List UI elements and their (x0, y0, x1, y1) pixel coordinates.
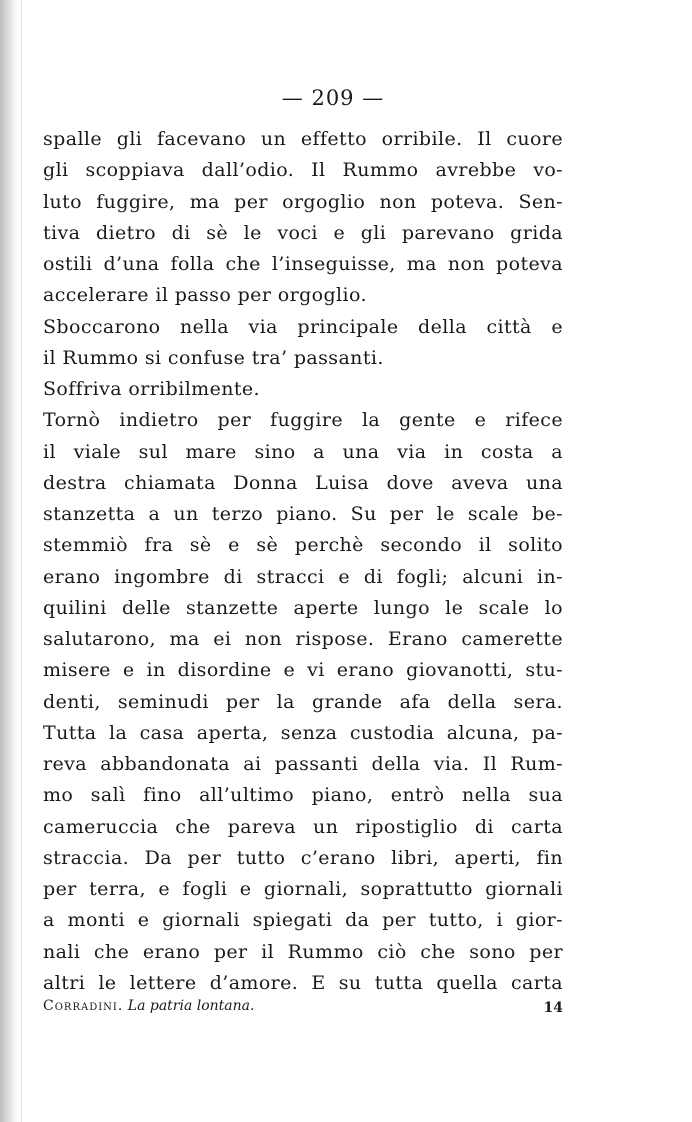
body-text (43, 124, 563, 999)
text-line: denti, seminudi per la grande afa della sera. (43, 690, 563, 713)
book-page (43, 0, 563, 1122)
text-line: Soffriva orribilmente. (43, 378, 260, 400)
text-line: ostili d’una folla che l’inseguisse, ma non poteva (43, 253, 563, 275)
text-line: a monti e giornali spiegati da per tutto, i gior- (43, 909, 563, 932)
text-line: stemmiò fra sè e sè perchè secondo il solito (43, 534, 563, 557)
text-line: tiva dietro di sè le voci e gli parevano grida (43, 221, 563, 244)
text-line: accelerare il passo per orgoglio. (43, 284, 367, 307)
running-footer (43, 998, 254, 1014)
text-line: altri le lettere d’amore. E su tutta quella carta (43, 971, 563, 994)
footer-title: La patria lontana. (127, 998, 255, 1014)
text-line: per terra, e fogli e giornali, soprattutto giornali (43, 878, 563, 900)
text-line: luto fuggire, ma per orgoglio non poteva. Sen- (43, 190, 563, 213)
page-number: — 209 — (281, 86, 385, 110)
text-line: straccia. Da per tutto c’erano libri, aperti, fin (43, 846, 563, 869)
text-line: Sboccarono nella via principale della città e (43, 315, 563, 338)
text-line: Tornò indietro per fuggire la gente e rifece (43, 409, 563, 432)
text-line: il viale sul mare sino a una via in costa a (43, 440, 563, 463)
footer-author: Corradini. (43, 998, 124, 1014)
text-line: erano ingombre di stracci e di fogli; alcuni in- (43, 565, 563, 588)
text-line: destra chiamata Donna Luisa dove aveva una (43, 471, 563, 494)
text-line: misere e in disordine e vi erano giovanotti, stu- (43, 659, 563, 682)
book-binding-shadow (0, 0, 18, 1122)
signature-mark: 14 (543, 1000, 563, 1016)
text-line: salutarono, ma ei non rispose. Erano camerette (43, 628, 563, 650)
text-line: mo salì fino all’ultimo piano, entrò nella sua (43, 784, 563, 807)
text-line: reva abbandonata ai passanti della via. Il Rum- (43, 753, 563, 775)
text-line: cameruccia che pareva un ripostiglio di carta (43, 815, 563, 838)
text-line: nali che erano per il Rummo ciò che sono per (43, 940, 563, 963)
text-line: il Rummo si confuse tra’ passanti. (43, 346, 384, 369)
text-line: quilini delle stanzette aperte lungo le scale lo (43, 596, 563, 619)
text-line: spalle gli facevano un effetto orribile. Il cuore (43, 128, 563, 150)
binding-edge-line (21, 0, 22, 1122)
text-line: gli scoppiava dall’odio. Il Rummo avrebbe vo- (43, 159, 563, 182)
text-line: stanzetta a un terzo piano. Su per le scale be- (43, 503, 563, 525)
page-footer (43, 998, 563, 1022)
text-line: Tutta la casa aperta, senza custodia alcuna, pa- (43, 721, 563, 744)
